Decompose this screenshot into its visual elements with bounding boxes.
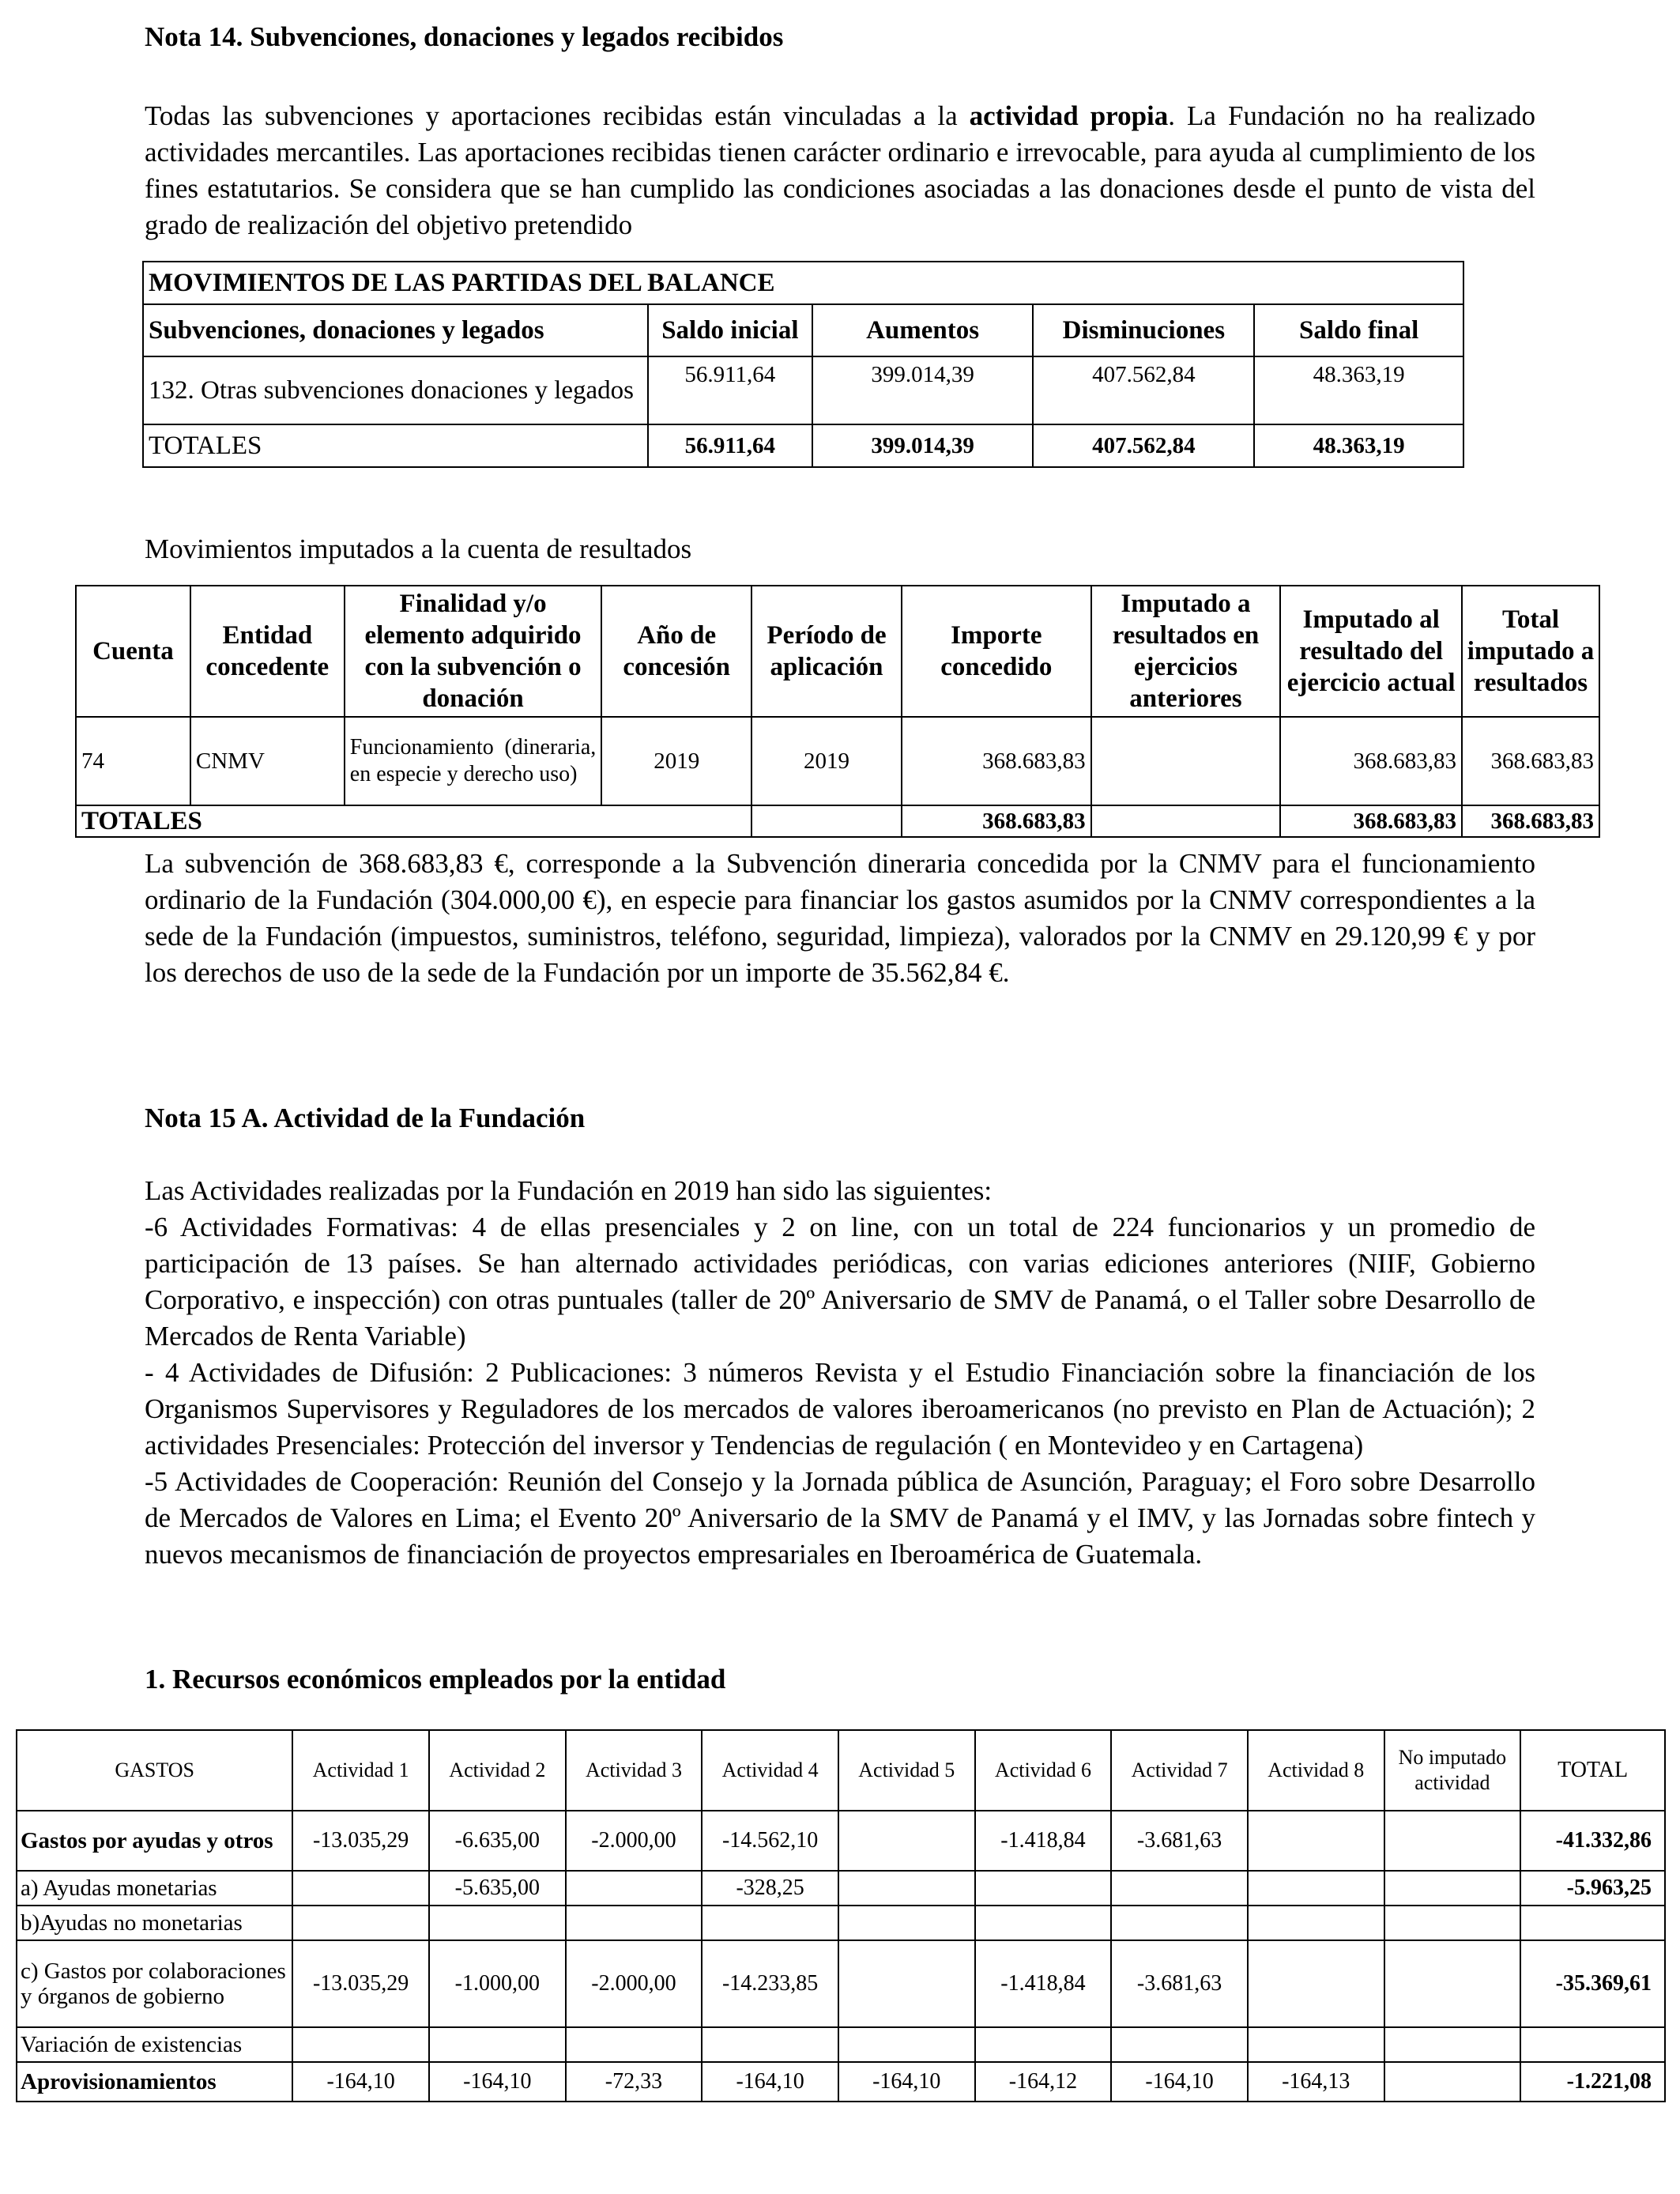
table-header-row [17,1730,1665,1811]
table-cell: -2.000,00 [566,1811,703,1871]
table-cell [429,2027,566,2062]
table-cell: 56.911,64 [648,356,812,424]
table-cell [1248,1811,1384,1871]
table-cell [1520,1906,1665,1940]
table-cell: -164,12 [975,2062,1112,2102]
table-cell: 407.562,84 [1033,424,1254,467]
table-row [76,717,1599,805]
nota14-para-text: Todas las subvenciones y aportaciones recibidas están vinculadas a la [145,100,970,131]
table-cell: -14.233,85 [702,1940,838,2027]
column-header: TOTAL [1520,1730,1665,1811]
table-cell: 132. Otras subvenciones donaciones y legados [143,356,648,424]
column-header: Actividad 3 [566,1730,703,1811]
table-cell [751,805,902,837]
column-header: Actividad 2 [429,1730,566,1811]
table-cell [838,2027,975,2062]
column-header: Importe concedido [902,586,1091,717]
table-cell [975,1906,1112,1940]
table-cell: Funcionamiento (dineraria, en especie y derecho uso) [345,717,602,805]
table-cell [1384,2062,1521,2102]
column-header: Aumentos [812,304,1034,356]
recursos-subtitle: 1. Recursos económicos empleados por la entidad [145,1664,726,1695]
table-cell [1091,717,1281,805]
table-cell: -164,10 [838,2062,975,2102]
table-cell: 74 [76,717,190,805]
table-cell [429,1906,566,1940]
table-cell: -14.562,10 [702,1811,838,1871]
nota14-para-bold: actividad propia [969,100,1169,131]
table-cell [1384,2027,1521,2062]
table-cell: -3.681,63 [1111,1940,1248,2027]
table-cell: 368.683,83 [1462,717,1599,805]
table-cell: 407.562,84 [1033,356,1254,424]
table-cell: -35.369,61 [1520,1940,1665,2027]
table-cell: -2.000,00 [566,1940,703,2027]
totals-label: TOTALES [76,805,751,837]
table-row [17,2062,1665,2102]
gastos-table [16,1729,1666,2102]
balance-movements-table [142,261,1464,468]
table-cell: 56.911,64 [648,424,812,467]
table-cell: -1.418,84 [975,1811,1112,1871]
column-header: Actividad 5 [838,1730,975,1811]
table-cell: -5.963,25 [1520,1871,1665,1906]
table-cell: -72,33 [566,2062,703,2102]
nota15-body [145,1173,1535,1573]
column-header: GASTOS [17,1730,292,1811]
table-cell: -164,10 [429,2062,566,2102]
nota15-item-formativas: -6 Actividades Formativas: 4 de ellas presenciales y 2 on line, con un total de 224 funcionarios y un promedio de participación de 13 países. Se han alternado actividades periódicas, con varias ediciones anteriores (NIIF, Gobierno Corporativo, e inspección) con otras puntuales (taller de 20º Aniversario de SMV de Panamá, o el Taller sobre Desarrollo de Mercados de Renta Variable) [145,1212,1535,1351]
table-row [143,356,1463,424]
nota15-intro: Las Actividades realizadas por la Fundación en 2019 han sido las siguientes: [145,1175,993,1206]
column-header: Actividad 8 [1248,1730,1384,1811]
column-header: Entidad concedente [190,586,345,717]
table-row [17,1906,1665,1940]
column-header: Año de concesión [601,586,751,717]
table-cell: 368.683,83 [1280,805,1462,837]
table-cell: CNMV [190,717,345,805]
column-header: Actividad 6 [975,1730,1112,1811]
row-label: b)Ayudas no monetarias [17,1906,292,1940]
row-label-text: c) Gastos por colaboraciones y órganos de gobierno [21,1958,286,2009]
table-cell: -164,10 [1111,2062,1248,2102]
table-cell: 368.683,83 [902,717,1091,805]
column-header: Saldo final [1254,304,1463,356]
table-row [17,1871,1665,1906]
table-header-row [143,304,1463,356]
table-cell [1384,1811,1521,1871]
column-header: No imputado actividad [1384,1730,1521,1811]
table-cell [975,2027,1112,2062]
table-totals-row [76,805,1599,837]
table-cell: -13.035,29 [292,1811,429,1871]
nota14-para-text-rest: . La Fundación no ha realizado actividades mercantiles. Las aportaciones recibidas tienen carácter ordinario e irrevocable, para ayuda al cumplimiento de los fines estatutarios. Se considera que se han cumplido las condiciones asociadas a las donaciones desde el punto de vista del grado de realización del objetivo pretendido [145,100,1535,240]
table-cell [838,1940,975,2027]
column-header: Actividad 1 [292,1730,429,1811]
table-cell: -328,25 [702,1871,838,1906]
row-label: Aprovisionamientos [17,2062,292,2102]
table-cell [1111,1871,1248,1906]
table-cell [1520,2027,1665,2062]
column-header: Imputado a resultados en ejercicios anteriores [1091,586,1281,717]
totals-label: TOTALES [143,424,648,467]
table-cell [838,1871,975,1906]
table-cell [1384,1940,1521,2027]
row-label: Gastos por ayudas y otros [17,1811,292,1871]
table-cell [292,2027,429,2062]
column-header: Saldo inicial [648,304,812,356]
nota15-item-difusion: - 4 Actividades de Difusión: 2 Publicaciones: 3 números Revista y el Estudio Financiación sobre la financiación de los Organismos Supervisores y Reguladores de los mercados de valores iberoamericanos (no previsto en Plan de Actuación); 2 actividades Presenciales: Protección del inversor y Tendencias de regulación ( en Montevideo y en Cartagena) [145,1357,1535,1461]
table-cell: 2019 [751,717,902,805]
column-header: Total imputado a resultados [1462,586,1599,717]
table-cell [702,1906,838,1940]
column-header: Subvenciones, donaciones y legados [143,304,648,356]
table-cell: -1.418,84 [975,1940,1112,2027]
table-cell: 399.014,39 [812,356,1034,424]
table-cell: -5.635,00 [429,1871,566,1906]
table-cell [1248,1940,1384,2027]
column-header: Actividad 7 [1111,1730,1248,1811]
table-cell [1111,1906,1248,1940]
table-totals-row [143,424,1463,467]
table-cell [1384,1871,1521,1906]
table-cell: 2019 [601,717,751,805]
table-cell: -13.035,29 [292,1940,429,2027]
nota14-title: Nota 14. Subvenciones, donaciones y legados recibidos [145,21,784,52]
table-cell [292,1906,429,1940]
table-cell: -3.681,63 [1111,1811,1248,1871]
table-cell [975,1871,1112,1906]
table-cell: -164,13 [1248,2062,1384,2102]
table-cell [1111,2027,1248,2062]
table-cell: -1.221,08 [1520,2062,1665,2102]
table-cell: -41.332,86 [1520,1811,1665,1871]
table-cell [1248,1906,1384,1940]
resultados-note: La subvención de 368.683,83 €, corresponde a la Subvención dineraria concedida por la CNMV para el funcionamiento ordinario de la Fundación (304.000,00 €), en especie para financiar los gastos asumidos por la CNMV correspondientes a la sede de la Fundación (impuestos, suministros, teléfono, seguridad, limpieza), valorados por la CNMV en 29.120,99 € y por los derechos de uso de la sede de la Fundación por un importe de 35.562,84 €. [145,848,1535,988]
row-label [17,1940,292,2027]
table-cell [566,1906,703,1940]
column-header: Cuenta [76,586,190,717]
table-cell: -164,10 [702,2062,838,2102]
table-row [17,1811,1665,1871]
table-row [17,1940,1665,2027]
table-cell: 48.363,19 [1254,356,1463,424]
resultados-table [75,585,1600,838]
table-cell: -1.000,00 [429,1940,566,2027]
table-cell: 399.014,39 [812,424,1034,467]
table-cell [566,1871,703,1906]
table-cell: 368.683,83 [1462,805,1599,837]
table-cell [838,1906,975,1940]
table-cell [838,1811,975,1871]
column-header: Período de aplicación [751,586,902,717]
table-cell: 368.683,83 [1280,717,1462,805]
nota15-item-cooperacion: -5 Actividades de Cooperación: Reunión del Consejo y la Jornada pública de Asunción, Paraguay; el Foro sobre Desarrollo de Mercados de Valores en Lima; el Evento 20º Aniversario de la SMV de Panamá y el IMV, y las Jornadas sobre fintech y nuevos mecanismos de financiación de proyectos empresariales en Iberoamérica de Guatemala. [145,1466,1535,1570]
table-cell: 48.363,19 [1254,424,1463,467]
table-cell [566,2027,703,2062]
table-cell [1248,2027,1384,2062]
column-header: Disminuciones [1033,304,1254,356]
column-header: Imputado al resultado del ejercicio actual [1280,586,1462,717]
table-cell [1091,805,1281,837]
table-header-row [76,586,1599,717]
table-cell [1248,1871,1384,1906]
table-cell: -6.635,00 [429,1811,566,1871]
table-row [143,262,1463,304]
column-header: Finalidad y/o elemento adquirido con la subvención o donación [345,586,602,717]
row-label: Variación de existencias [17,2027,292,2062]
column-header: Actividad 4 [702,1730,838,1811]
resultados-caption: Movimientos imputados a la cuenta de resultados [145,533,692,564]
table-cell [702,2027,838,2062]
table-cell: 368.683,83 [902,805,1091,837]
row-label: a) Ayudas monetarias [17,1871,292,1906]
table-cell: -164,10 [292,2062,429,2102]
table-cell [292,1871,429,1906]
nota14-paragraph [145,98,1535,243]
nota15-title: Nota 15 A. Actividad de la Fundación [145,1103,586,1133]
balance-table-title: MOVIMIENTOS DE LAS PARTIDAS DEL BALANCE [143,262,1463,304]
table-cell [1384,1906,1521,1940]
table-row [17,2027,1665,2062]
